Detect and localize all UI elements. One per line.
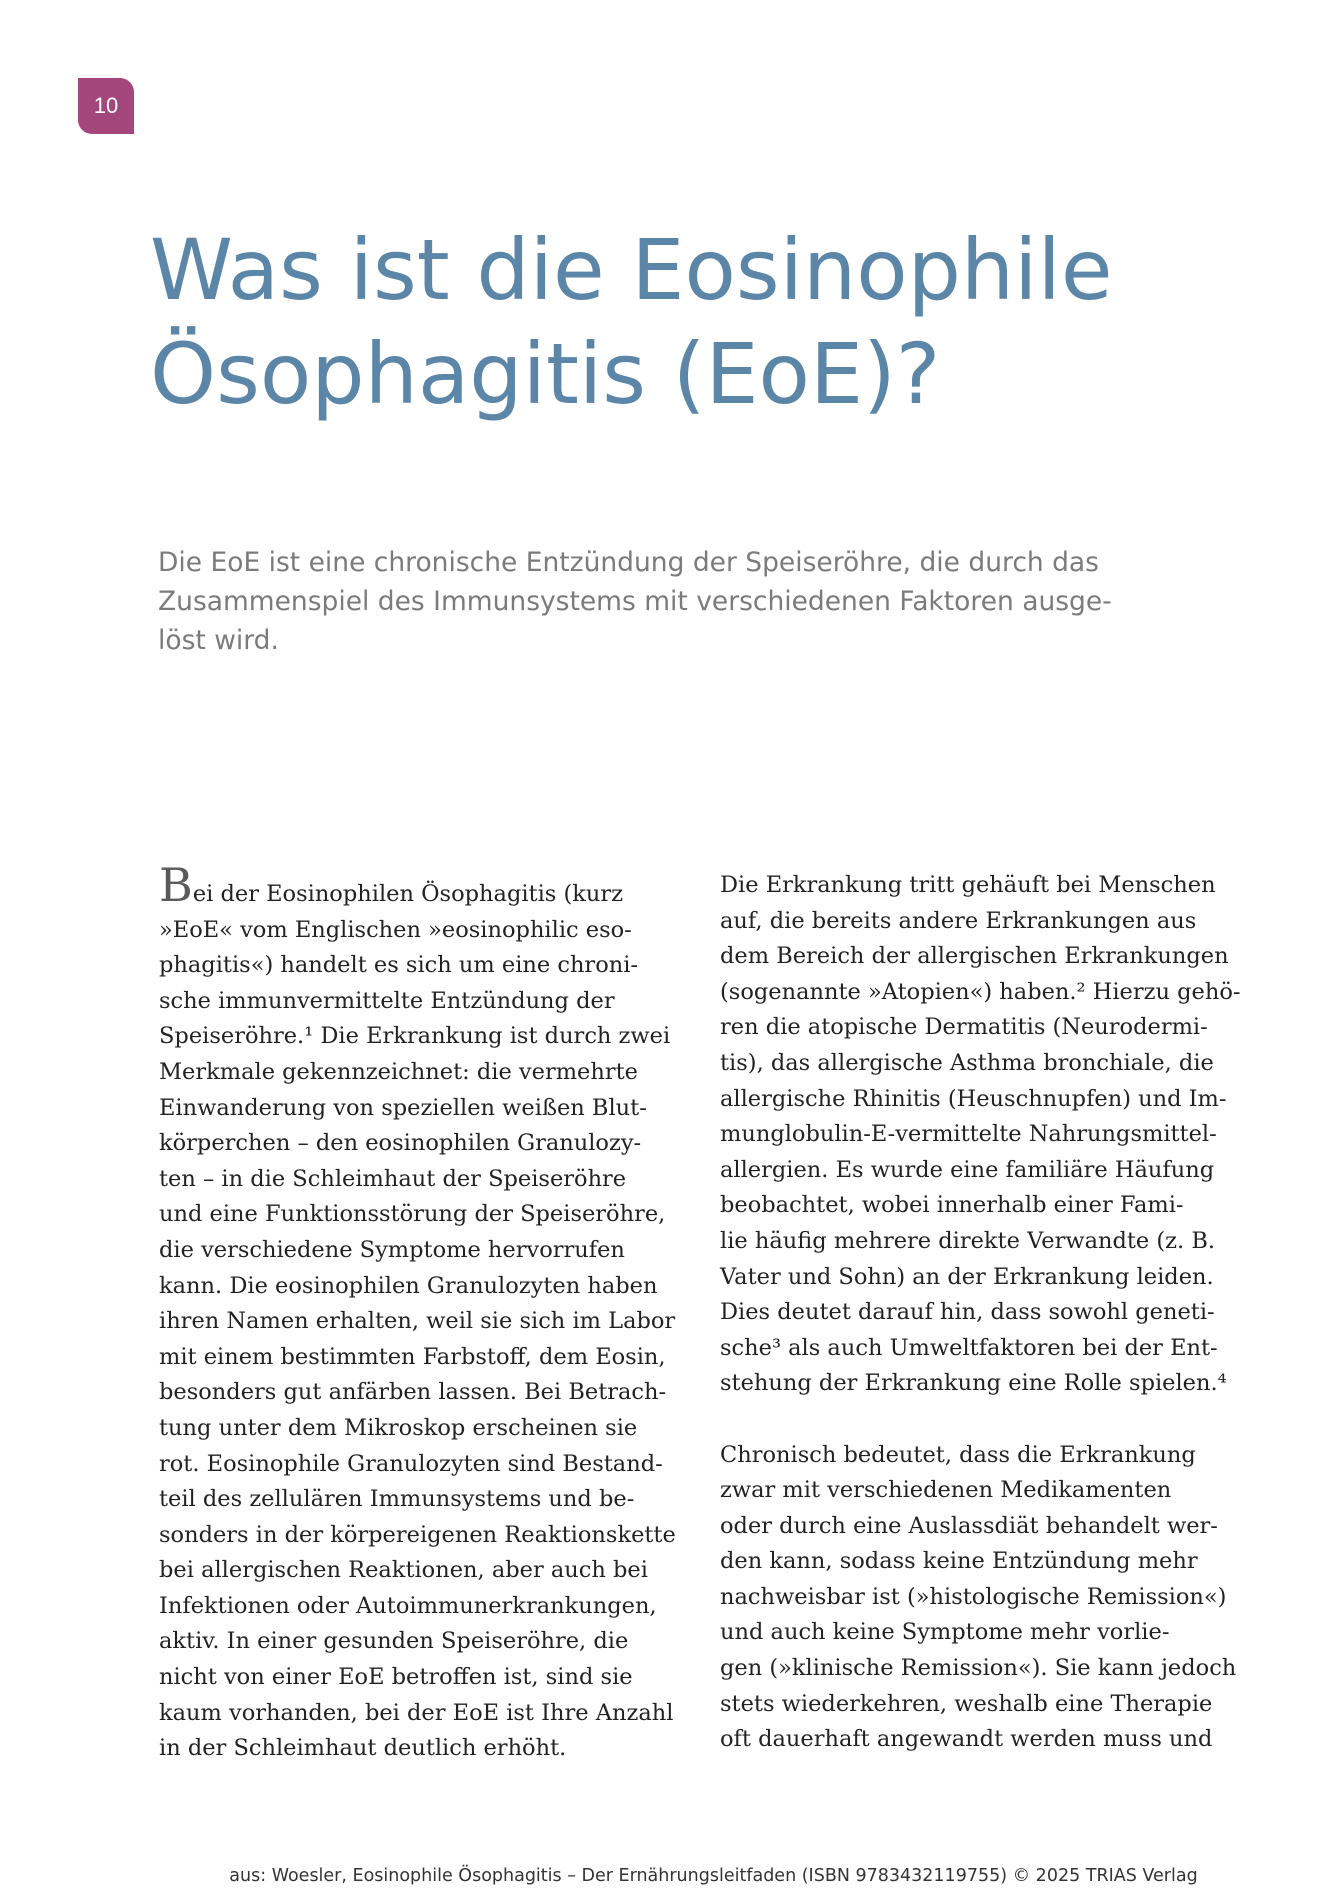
body-line: stehung der Erkrankung eine Rolle spielen.⁴ <box>720 1370 1227 1397</box>
body-line: die verschiedene Symptome hervorrufen <box>159 1236 625 1263</box>
body-line: stets wiederkehren, weshalb eine Therapie <box>720 1690 1213 1717</box>
page-number-badge <box>78 78 134 134</box>
page-footer <box>0 1866 1339 1886</box>
body-line: oft dauerhaft angewandt werden muss und <box>720 1726 1213 1753</box>
body-line: kann. Die eosinophilen Granulozyten haben <box>159 1272 658 1299</box>
body-line: (sogenannte »Atopien«) haben.² Hierzu gehö- <box>720 978 1241 1005</box>
body-line: sche immunvermittelte Entzündung der <box>159 987 615 1014</box>
lead-paragraph <box>158 543 1208 660</box>
lead-line: Zusammenspiel des Immunsystems mit verschiedenen Faktoren ausge- <box>158 586 1112 617</box>
drop-cap: B <box>159 858 193 912</box>
body-line: mit einem bestimmten Farbstoff, dem Eosin, <box>159 1343 666 1370</box>
body-line: »EoE« vom Englischen »eosinophilic eso- <box>159 916 632 943</box>
body-line: tis), das allergische Asthma bronchiale, die <box>720 1049 1214 1076</box>
body-line: phagitis«) handelt es sich um eine chroni- <box>159 952 639 979</box>
body-line: nachweisbar ist (»histologische Remission«) <box>720 1583 1227 1610</box>
footer-citation: aus: Woesler, Eosinophile Ösophagitis – Der Ernährungsleitfaden (ISBN 9783432119755) © 2025 TRIAS Verlag <box>229 1866 1198 1886</box>
body-line: dem Bereich der allergischen Erkrankungen <box>720 943 1229 970</box>
body-line: allergien. Es wurde eine familiäre Häufung <box>720 1156 1215 1183</box>
body-column-right <box>720 868 1240 1758</box>
lead-line: löst wird. <box>158 625 279 656</box>
body-line: gen (»klinische Remission«). Sie kann jedoch <box>720 1655 1237 1682</box>
body-line: nicht von einer EoE betroffen ist, sind sie <box>159 1664 633 1691</box>
body-line: auf, die bereits andere Erkrankungen aus <box>720 907 1197 934</box>
body-line: körperchen – den eosinophilen Granulozy- <box>159 1130 642 1157</box>
chapter-title <box>150 218 1270 426</box>
body-line: munglobulin-E-vermittelte Nahrungsmittel- <box>720 1121 1217 1148</box>
body-line: und auch keine Symptome mehr vorlie- <box>720 1619 1170 1646</box>
body-line: kaum vorhanden, bei der EoE ist Ihre Anzahl <box>159 1699 674 1726</box>
body-line: Vater und Sohn) an der Erkrankung leiden. <box>720 1263 1214 1290</box>
chapter-title-line-2: Ösophagitis (EoE)? <box>150 325 941 424</box>
body-column-left <box>159 858 679 1767</box>
body-line: bei allergischen Reaktionen, aber auch bei <box>159 1557 648 1584</box>
body-line: ten – in die Schleimhaut der Speiseröhre <box>159 1165 627 1192</box>
body-line: oder durch eine Auslassdiät behandelt wer- <box>720 1512 1218 1539</box>
body-line: und eine Funktionsstörung der Speiseröhre, <box>159 1201 666 1228</box>
body-line: sonders in der körpereigenen Reaktionskette <box>159 1521 676 1548</box>
body-line: ren die atopische Dermatitis (Neurodermi- <box>720 1014 1208 1041</box>
body-line: Dies deutet darauf hin, dass sowohl geneti- <box>720 1299 1215 1326</box>
body-line: sche³ als auch Umweltfaktoren bei der Ent- <box>720 1334 1218 1361</box>
body-line: ihren Namen erhalten, weil sie sich im Labor <box>159 1308 676 1335</box>
body-line: rot. Eosinophile Granulozyten sind Bestand- <box>159 1450 663 1477</box>
body-line: Speiseröhre.¹ Die Erkrankung ist durch zwei <box>159 1023 671 1050</box>
body-line: den kann, sodass keine Entzündung mehr <box>720 1548 1198 1575</box>
body-line: aktiv. In einer gesunden Speiseröhre, die <box>159 1628 629 1655</box>
body-line-first <box>159 858 679 913</box>
paragraph-gap <box>720 1402 1240 1438</box>
lead-line: Die EoE ist eine chronische Entzündung der Speiseröhre, die durch das <box>158 547 1099 578</box>
body-line: in der Schleimhaut deutlich erhöht. <box>159 1735 567 1762</box>
body-line: lie häufig mehrere direkte Verwandte (z. B. <box>720 1227 1216 1254</box>
body-line: Chronisch bedeutet, dass die Erkrankung <box>720 1441 1196 1468</box>
body-line: Die Erkrankung tritt gehäuft bei Menschen <box>720 872 1216 898</box>
body-line: zwar mit verschiedenen Medikamenten <box>720 1477 1172 1504</box>
body-line: allergische Rhinitis (Heuschnupfen) und Im- <box>720 1085 1227 1112</box>
page-number: 10 <box>93 93 119 118</box>
first-line-text: ei der Eosinophilen Ösophagitis (kurz <box>192 881 623 907</box>
body-line: Infektionen oder Autoimmunerkrankungen, <box>159 1592 657 1619</box>
body-line: besonders gut anfärben lassen. Bei Betrach- <box>159 1379 667 1406</box>
body-line: Einwanderung von speziellen weißen Blut- <box>159 1094 647 1121</box>
body-line: beobachtet, wobei innerhalb einer Fami- <box>720 1192 1184 1219</box>
body-line: teil des zellulären Immunsystems und be- <box>159 1486 635 1513</box>
body-line: Merkmale gekennzeichnet: die vermehrte <box>159 1058 638 1085</box>
body-line: tung unter dem Mikroskop erscheinen sie <box>159 1414 638 1441</box>
chapter-title-line-1: Was ist die Eosinophile <box>150 221 1113 319</box>
